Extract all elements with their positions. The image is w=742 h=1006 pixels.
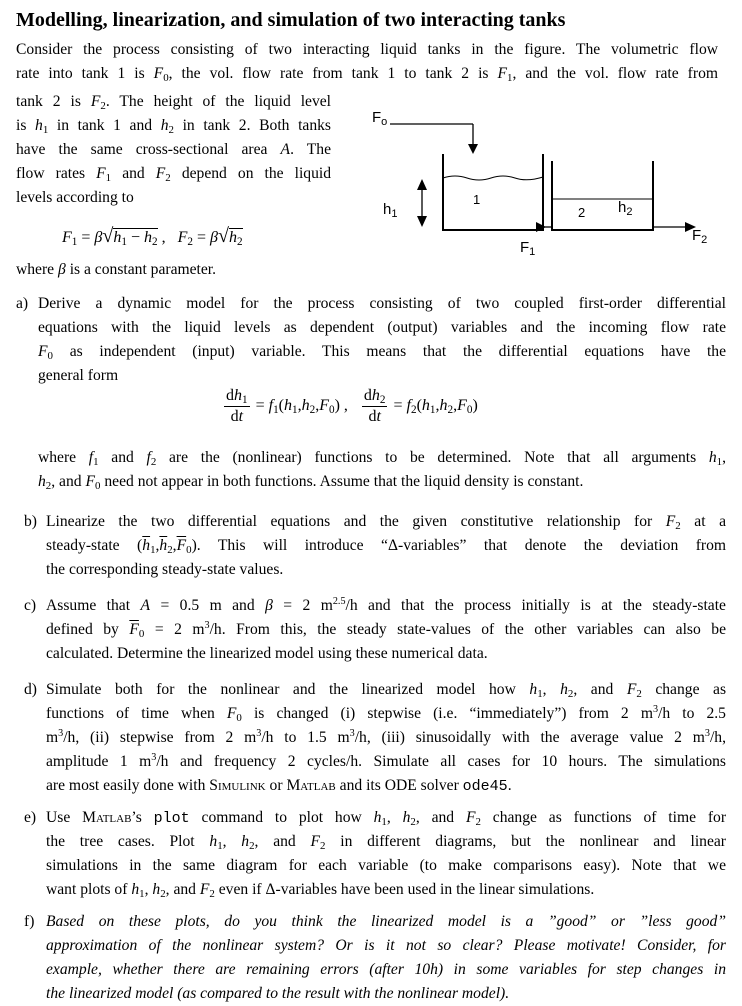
intro-line-2: rate into tank 1 is $F_0$, the vol. flow rate from tank 1 to tank 2 is $F_1$, and the vol. flow rate from	[16, 65, 718, 84]
c-line-1: Assume that A = 0.5 m and β = 2 $m^{2.5}/h$ and that the process initially is at the steady-state	[46, 596, 726, 614]
h1-label: $h_1$	[383, 201, 398, 220]
d-line-1: Simulate both for the nonlinear and the linearized model how $h_1$, $h_2$, and $F_2$ change as	[46, 681, 727, 700]
d-line-4: amplitude 1 $m^3/h$ and frequency 2 cycles/h. Simulate all cases for 10 hours. The simulations	[46, 752, 727, 770]
c-line-3: calculated. Determine the linearized model using these numerical data.	[46, 645, 488, 662]
item-b-label: b)	[24, 513, 37, 530]
item-e-text	[46, 806, 726, 902]
f-line-1: Based on these plots, do you think the linearized model is a ”good” or ”less good”	[46, 913, 726, 930]
intro-line-3: tank 2 is $F_2$. The height of the liquid level	[16, 93, 332, 112]
a-line-1: Derive a dynamic model for the process consisting of two coupled first-order differential	[38, 295, 726, 312]
b-line-3: the corresponding steady-state values.	[46, 561, 284, 578]
tank2-outline	[552, 161, 653, 230]
e-line-1: Use Matlab’s plot command to plot how $h_1$, $h_2$, and $F_2$ change as functions of time for	[46, 809, 727, 828]
f0-arrow	[468, 144, 478, 154]
item-f-text	[46, 910, 726, 1006]
h1-arrow-down	[417, 216, 427, 227]
f-line-3: example, whether there are remaining errors (after 10h) in some variables for step changes in	[46, 961, 726, 978]
f0-label: $F_o$	[372, 109, 388, 128]
general-form-equations: $\frac{dh_1}{dt}$ = $f_1(h_1,h_2,F_0)$ , $\frac{dh_2}{dt}$ = $f_2(h_1,h_2,F_0)$	[226, 387, 478, 425]
tank1-liquid-surface	[443, 176, 543, 180]
f-line-2: approximation of the nonlinear system? Or is it not so clear? Please motivate! Consider, for	[46, 937, 726, 954]
d-line-3: $m^3/h$, (ii) stepwise from 2 $m^3/h$ to 1.5 $m^3/h$, (iii) sinusoidally with the average value 2 $m^3/h$,	[46, 728, 726, 746]
f2-label: $F_2$	[692, 227, 708, 246]
constitutive-equations: $F_1 = \beta√h_1 - h_2$ , $F_2 = \beta√h_2$	[62, 225, 243, 248]
intro-paragraph	[16, 38, 718, 86]
a-line-2: equations with the liquid levels as dependent (output) variables and the incoming flow rate	[38, 319, 726, 336]
item-c-label: c)	[24, 597, 37, 614]
item-b-text	[46, 510, 726, 582]
h1-arrow-up	[417, 179, 427, 190]
tank2-label: 2	[578, 205, 586, 220]
item-a-label: a)	[16, 295, 29, 312]
c-line-2: defined by $\overline{F}_0 = 2$ $m^3/h$. From this, the steady state-values of the other variables can also be	[46, 620, 726, 640]
intro-line-1: Consider the process consisting of two interacting liquid tanks in the figure. The volumetric flow	[16, 41, 718, 58]
item-a-text	[38, 292, 726, 388]
intro-line-4: is $h_1$ in tank 1 and $h_2$ in tank 2. Both tanks	[16, 117, 331, 136]
d-line-5: are most easily done with Simulink or Matlab and its ODE solver ode45.	[46, 777, 512, 795]
intro-line-5: have the same cross-sectional area A. The	[16, 141, 331, 158]
page-title: Modelling, linearization, and simulation of two interacting tanks	[16, 9, 566, 31]
item-d-label: d)	[24, 681, 37, 698]
f-line-4: the linearized model (as compared to the result with the nonlinear model).	[46, 985, 510, 1002]
a-line-5: where $f_1$ and $f_2$ are the (nonlinear) functions to be determined. Note that all arguments $h_1$,	[38, 449, 727, 468]
b-line-2: steady-state $(\overline{h}_1,\overline{h}_2,\overline{F}_0)$. This will introduce “Δ-variables” that denote the deviation from	[46, 537, 727, 556]
item-a-text-2	[38, 446, 726, 494]
intro-line-6: flow rates $F_1$ and $F_2$ depend on the liquid	[16, 165, 332, 184]
item-e-label: e)	[24, 809, 37, 826]
a-line-6: $h_2$, and $F_0$ need not appear in both functions. Assume that the liquid density is constant.	[38, 473, 584, 492]
item-c-text	[46, 594, 726, 666]
e-line-4: want plots of $h_1$, $h_2$, and $F_2$ even if Δ-variables have been used in the linear simulations.	[46, 881, 595, 900]
intro-where-line: where β is a constant parameter.	[16, 261, 217, 278]
item-f-label: f)	[24, 913, 35, 930]
a-line-3: $F_0$ as independent (input) variable. This means that the differential equations have the	[38, 343, 726, 362]
intro-left-column	[16, 90, 331, 210]
h2-label: $h_2$	[618, 199, 633, 218]
d-line-2: functions of time when $F_0$ is changed (i) stepwise (i.e. “immediately”) from 2 $m^3/h$ to 2.5	[46, 704, 726, 724]
tank1-label: 1	[473, 192, 481, 207]
intro-line-7: levels according to	[16, 189, 134, 206]
tank1-outline	[443, 154, 543, 230]
two-tanks-figure	[360, 96, 730, 266]
b-line-1: Linearize the two differential equations and the given constitutive relationship for $F_2$ at a	[46, 513, 727, 532]
f1-label: $F_1$	[520, 239, 536, 258]
a-line-4: general form	[38, 367, 119, 384]
e-line-3: simulations in the same diagram for each variable (to make comparisons easy). Note that we	[46, 857, 726, 874]
e-line-2: the tree cases. Plot $h_1$, $h_2$, and $F_2$ in different diagrams, but the nonlinear and linear	[46, 833, 726, 852]
item-d-text	[46, 678, 726, 798]
